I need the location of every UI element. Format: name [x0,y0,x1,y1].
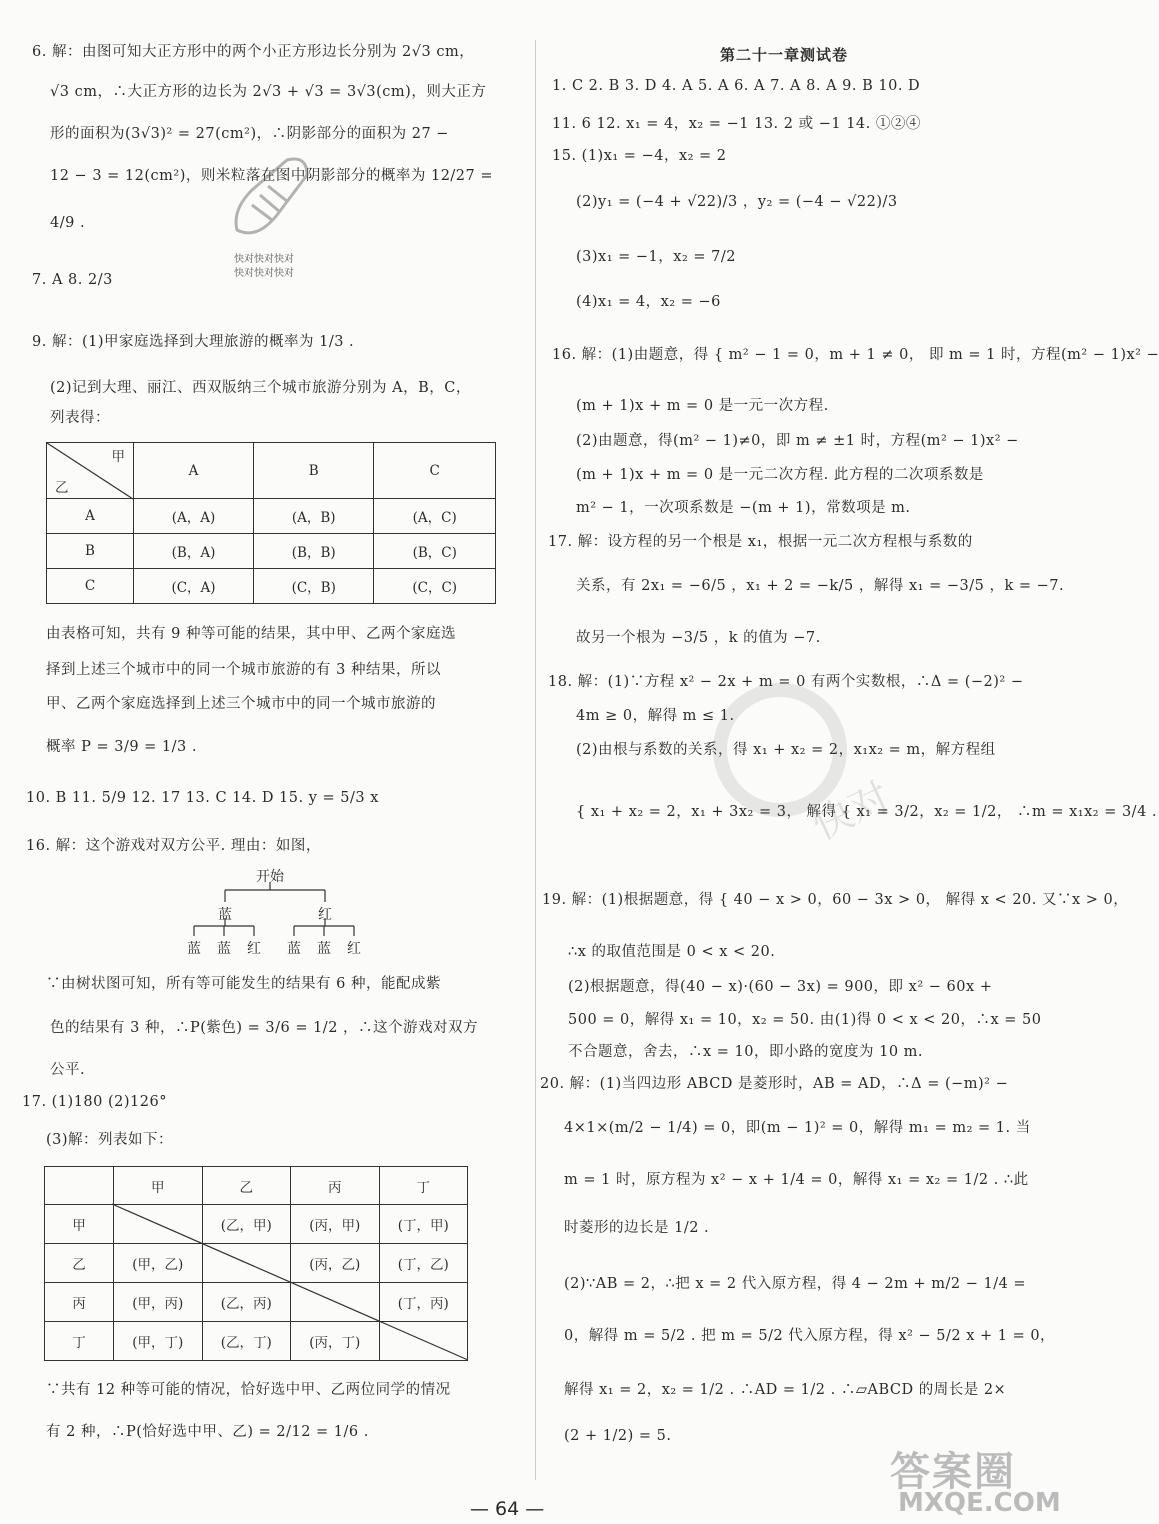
table2-cell: (乙，丙) [202,1283,291,1322]
table2-cell: (乙，丁) [202,1322,291,1361]
answer-line: 1. C 2. B 3. D 4. A 5. A 6. A 7. A 8. A 9. B 10. D [552,78,921,94]
table1-cell: (A，B) [254,499,374,534]
table1-header: C [374,443,496,499]
answer-line: 15. (1)x₁ = −4，x₂ = 2 [552,148,727,164]
table1-cell: (C，C) [374,569,496,604]
page-number: — 64 — [470,1498,545,1520]
table2-cell: (丁，甲) [379,1205,468,1244]
city-outcome-table [46,442,496,604]
q9-after-line-2: 择到上述三个城市中的同一个城市旅游的有 3 种结果，所以 [46,662,441,678]
table1-cell: (B，A) [134,534,254,569]
table2-header: 丁 [379,1167,468,1205]
q10-15-answers: 10. B 11. 5/9 12. 17 13. C 14. D 15. y = 5/3 x [26,790,379,806]
answer-line: ∴x 的取值范围是 0 < x < 20. [568,944,776,960]
answer-line: 16. 解：(1)由题意，得 { m² − 1 = 0，m + 1 ≠ 0， 即 m = 1 时，方程(m² − 1)x² − [552,347,1159,363]
answer-line: (2 + 1/2) = 5. [564,1428,672,1444]
table2-cell: (丁，乙) [379,1244,468,1283]
q6-line-4: 12 − 3 = 12(cm²)，则米粒落在图中阴影部分的概率为 12/27 = [50,168,494,184]
answer-line: 17. 解：设方程的另一个根是 x₁，根据一元二次方程根与系数的 [548,534,973,550]
answer-line: 20. 解：(1)当四边形 ABCD 是菱形时，AB = AD，∴Δ = (−m)² − [540,1076,1009,1092]
q17-line-1: 17. (1)180 (2)126° [22,1094,167,1110]
table2-cell: (丙，乙) [291,1244,380,1283]
answer-line: (m + 1)x + m = 0 是一元二次方程. 此方程的二次项系数是 [576,467,984,483]
student-pair-table-wrapper [44,1166,468,1362]
table2-cell: (丙，甲) [291,1205,380,1244]
answer-line: 解得 x₁ = 2，x₂ = 1/2 . ∴AD = 1/2 . ∴▱ABCD 的周长是 2× [564,1382,1007,1398]
kuaidui-watermark-text: 快对 [805,773,898,850]
table1-row-label: A [47,499,134,534]
tree-level2-node: 蓝 [287,941,301,957]
answer-line: 关系，有 2x₁ = −6/5 ，x₁ + 2 = −k/5 ，解得 x₁ = −3/5 ，k = −7. [576,578,1065,594]
column-divider [535,40,536,1480]
tree-root: 开始 [256,869,284,885]
table1-cell: (A，C) [374,499,496,534]
table1-corner-cell [47,443,134,499]
stamp-text-2: 快对快对快对 [234,268,294,279]
q6-line-5: 4/9 . [50,215,86,231]
answer-line: 0，解得 m = 5/2 . 把 m = 5/2 代入原方程，得 x² − 5/2 x + 1 = 0， [564,1328,1056,1344]
table1-cell: (B，B) [254,534,374,569]
table2-header: 甲 [114,1167,203,1205]
answer-line: (2)由题意，得(m² − 1)≠0，即 m ≠ ±1 时，方程(m² − 1)x² − [576,433,1019,449]
table2-cell: (甲，丁) [114,1322,203,1361]
table2-cell: (乙，甲) [202,1205,291,1244]
answer-line: (2)∵AB = 2，∴把 x = 2 代入原方程，得 4 − 2m + m/2 − 1/4 = [564,1276,1027,1292]
q17-after-line-1: ∵共有 12 种等可能的情况，恰好选中甲、乙两位同学的情况 [46,1382,451,1398]
q9-after-line-1: 由表格可知，共有 9 种等可能的结果，其中甲、乙两个家庭选 [46,626,456,642]
site-logo-text: 答案圈 [890,1449,1016,1495]
table1-corner-top: 甲 [111,449,125,465]
tree-level2-node: 红 [347,941,361,957]
table2-header: 丙 [291,1167,380,1205]
answer-line: m² − 1，一次项系数是 −(m + 1)，常数项是 m. [576,500,911,516]
answer-line: (4)x₁ = 4，x₂ = −6 [576,294,721,310]
tree-lines [180,880,370,940]
answer-line: (m + 1)x + m = 0 是一元一次方程. [576,398,829,414]
site-logo [870,1440,1070,1520]
table1-cell: (A，A) [134,499,254,534]
answer-line: (2)y₁ = (−4 + √22)/3 ，y₂ = (−4 − √22)/3 [576,194,898,210]
answer-line: (3)x₁ = −1，x₂ = 7/2 [576,249,736,265]
table2-cell: (丁，丙) [379,1283,468,1322]
q9-line-2: (2)记到大理、丽江、西双版纳三个城市旅游分别为 A，B，C， [50,380,471,396]
tree-level2-node: 蓝 [317,941,331,957]
table2-row-label: 丙 [45,1283,114,1322]
q16-after-line-1: ∵由树状图可知，所有等可能发生的结果有 6 种，能配成紫 [46,976,441,992]
q16-line: 16. 解：这个游戏对双方公平. 理由：如图， [26,838,321,854]
table2-diagonal [112,1204,468,1360]
table1-row-label: B [47,534,134,569]
q6-line-2: √3 cm，∴大正方形的边长为 2√3 + √3 = 3√3(cm)，则大正方 [50,84,487,100]
answer-line: { x₁ + x₂ = 2，x₁ + 3x₂ = 3， 解得 { x₁ = 3/2，x₂ = 1/2， ∴m = x₁x₂ = 3/4 . [576,804,1158,820]
tree-level2-node: 红 [247,941,261,957]
answer-line: (2)根据题意，得(40 − x)·(60 − 3x) = 900，即 x² − 60x + [568,979,993,995]
q9-line-3: 列表得： [50,410,110,426]
answer-line: 500 = 0，解得 x₁ = 10，x₂ = 50. 由(1)得 0 < x < 20，∴x = 50 [568,1012,1042,1028]
answer-line: 故另一个根为 −3/5 ，k 的值为 −7. [576,630,821,646]
table2-corner-cell [45,1167,114,1205]
q9-after-line-3: 甲、乙两个家庭选择到上述三个城市中的同一个城市旅游的 [46,696,436,712]
answer-line: 18. 解：(1)∵方程 x² − 2x + m = 0 有两个实数根，∴Δ = (−2)² − [548,674,1024,690]
answer-line: 时菱形的边长是 1/2 . [564,1220,710,1236]
site-logo-url: MXQE.COM [898,1488,1061,1518]
q9-after-line-4: 概率 P = 3/9 = 1/3 . [46,739,197,755]
chapter-test-title: 第二十一章测试卷 [720,46,849,64]
answer-line: m = 1 时，原方程为 x² − x + 1/4 = 0，解得 x₁ = x₂ = 1/2 . ∴此 [564,1172,1029,1188]
table2-row-label: 丁 [45,1322,114,1361]
answer-line: 不合题意，舍去，∴x = 10，即小路的宽度为 10 m. [568,1044,924,1060]
kuaidui-watermark [700,660,900,860]
q17-line-2: (3)解：列表如下： [46,1132,174,1148]
table2-cell: (丙，丁) [291,1322,380,1361]
answer-line: 4×1×(m/2 − 1/4) = 0，即(m − 1)² = 0，解得 m₁ = m₂ = 1. 当 [564,1120,1031,1136]
tree-level1-node: 蓝 [218,907,232,923]
pencil-stamp-icon [222,150,322,250]
tree-level2-node: 蓝 [187,941,201,957]
q6-line-3: 形的面积为(3√3)² = 27(cm²)，∴阴影部分的面积为 27 − [50,126,449,142]
table1-cell: (B，C) [374,534,496,569]
answer-line: 4m ≥ 0，解得 m ≤ 1. [576,708,735,724]
table2-cell: (甲，乙) [114,1244,203,1283]
table2-row-label: 乙 [45,1244,114,1283]
table1-cell: (C，A) [134,569,254,604]
tree-level2-node: 蓝 [217,941,231,957]
table1-cell: (C，B) [254,569,374,604]
tree-level1-node: 红 [318,907,332,923]
answer-line: 19. 解：(1)根据题意，得 { 40 − x > 0，60 − 3x > 0， 解得 x < 20. 又∵x > 0， [542,892,1129,908]
answer-line: 11. 6 12. x₁ = 4，x₂ = −1 13. 2 或 −1 14. ①②④ [552,116,921,132]
table2-row-label: 甲 [45,1205,114,1244]
table1-header: A [134,443,254,499]
table1-row-label: C [47,569,134,604]
table2-header: 乙 [202,1167,291,1205]
q17-after-line-2: 有 2 种，∴P(恰好选中甲、乙) = 2/12 = 1/6 . [46,1424,369,1440]
q9-line-1: 9. 解：(1)甲家庭选择到大理旅游的概率为 1/3 . [32,334,355,350]
q16-after-line-2: 色的结果有 3 种，∴P(紫色) = 3/6 = 1/2 ，∴这个游戏对双方 [50,1020,479,1036]
q16-after-line-3: 公平. [50,1062,86,1078]
q7-8-answers: 7. A 8. 2/3 [32,272,113,288]
answer-line: (2)由根与系数的关系，得 x₁ + x₂ = 2，x₁x₂ = m，解方程组 [576,742,996,758]
table1-header: B [254,443,374,499]
stamp-text-1: 快对快对快对 [234,254,294,265]
table2-cell: (甲，丙) [114,1283,203,1322]
q6-line-1: 6. 解：由图可知大正方形中的两个小正方形边长分别为 2√3 cm， [32,44,475,60]
table1-corner-bottom: 乙 [55,480,69,496]
